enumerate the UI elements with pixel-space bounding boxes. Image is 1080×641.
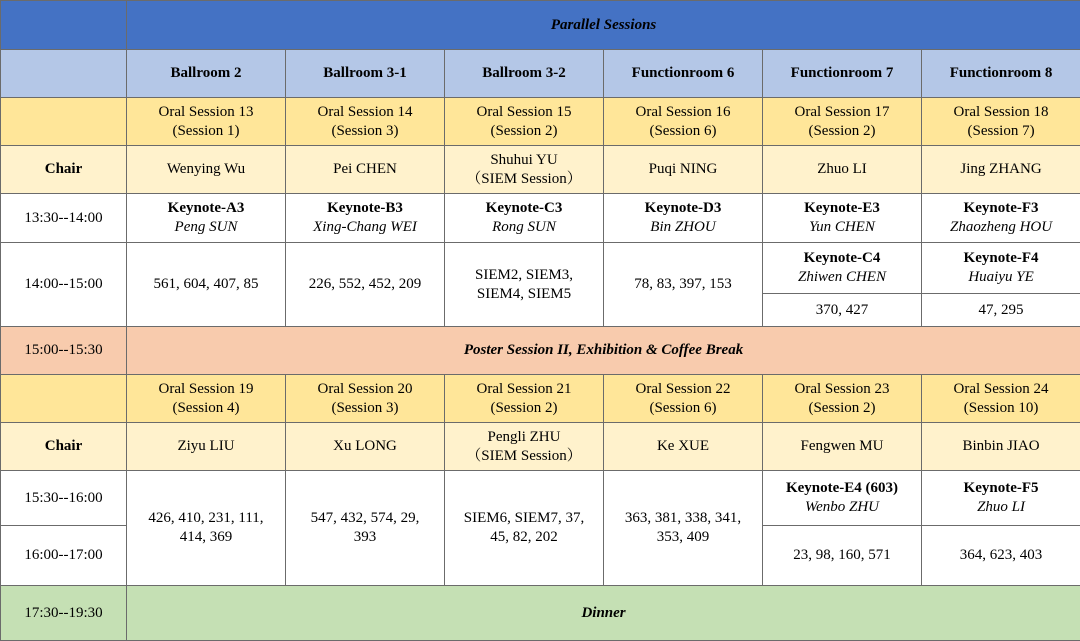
papers-cell: SIEM6, SIEM7, 37, 45, 82, 202 — [445, 471, 604, 586]
session-corner — [1, 375, 127, 423]
session-cell: Oral Session 20 (Session 3) — [286, 375, 445, 423]
papers-cell: 547, 432, 574, 29, 393 — [286, 471, 445, 586]
papers-cell: SIEM2, SIEM3, SIEM4, SIEM5 — [445, 243, 604, 327]
keynote-cell: Keynote-C3 Rong SUN — [445, 194, 604, 243]
chair-cell: Shuhui YU （SIEM Session） — [445, 146, 604, 194]
papers-cell: 78, 83, 397, 153 — [604, 243, 763, 327]
session-cell: Oral Session 16 (Session 6) — [604, 98, 763, 146]
chair-cell: Binbin JIAO — [922, 423, 1080, 471]
room-header: Ballroom 3-1 — [286, 50, 445, 98]
time-cell: 16:00--17:00 — [1, 526, 127, 586]
papers-cell: 23, 98, 160, 571 — [763, 526, 922, 586]
papers-cell: 364, 623, 403 — [922, 526, 1080, 586]
session-cell: Oral Session 15 (Session 2) — [445, 98, 604, 146]
rooms-corner — [1, 50, 127, 98]
keynote-cell: Keynote-F5 Zhuo LI — [922, 471, 1080, 526]
chair-cell: Pengli ZHU （SIEM Session） — [445, 423, 604, 471]
papers-cell: 47, 295 — [922, 294, 1080, 327]
session-cell: Oral Session 21 (Session 2) — [445, 375, 604, 423]
papers-cell: 561, 604, 407, 85 — [127, 243, 286, 327]
keynote-cell: Keynote-E4 (603) Wenbo ZHU — [763, 471, 922, 526]
room-header: Ballroom 3-2 — [445, 50, 604, 98]
session-cell: Oral Session 13 (Session 1) — [127, 98, 286, 146]
session-cell: Oral Session 14 (Session 3) — [286, 98, 445, 146]
session-cell: Oral Session 19 (Session 4) — [127, 375, 286, 423]
keynote-cell: Keynote-C4 Zhiwen CHEN — [763, 243, 922, 294]
parallel-sessions-title: Parallel Sessions — [127, 1, 1080, 50]
chair-cell: Wenying Wu — [127, 146, 286, 194]
papers-cell: 370, 427 — [763, 294, 922, 327]
keynote-cell: Keynote-B3 Xing-Chang WEI — [286, 194, 445, 243]
session-cell: Oral Session 22 (Session 6) — [604, 375, 763, 423]
session-cell: Oral Session 23 (Session 2) — [763, 375, 922, 423]
chair-cell: Ke XUE — [604, 423, 763, 471]
time-cell: 14:00--15:00 — [1, 243, 127, 327]
chair-cell: Pei CHEN — [286, 146, 445, 194]
keynote-cell: Keynote-A3 Peng SUN — [127, 194, 286, 243]
break-label: Poster Session II, Exhibition & Coffee Break — [127, 327, 1080, 375]
chair-label: Chair — [1, 423, 127, 471]
chair-cell: Zhuo LI — [763, 146, 922, 194]
papers-cell: 226, 552, 452, 209 — [286, 243, 445, 327]
keynote-cell: Keynote-F3 Zhaozheng HOU — [922, 194, 1080, 243]
time-cell: 15:30--16:00 — [1, 471, 127, 526]
session-cell: Oral Session 18 (Session 7) — [922, 98, 1080, 146]
room-header: Functionroom 6 — [604, 50, 763, 98]
session-cell: Oral Session 24 (Session 10) — [922, 375, 1080, 423]
room-header: Ballroom 2 — [127, 50, 286, 98]
papers-cell: 363, 381, 338, 341, 353, 409 — [604, 471, 763, 586]
chair-cell: Jing ZHANG — [922, 146, 1080, 194]
keynote-cell: Keynote-E3 Yun CHEN — [763, 194, 922, 243]
header-corner — [1, 1, 127, 50]
time-cell: 15:00--15:30 — [1, 327, 127, 375]
keynote-cell: Keynote-F4 Huaiyu YE — [922, 243, 1080, 294]
papers-cell: 426, 410, 231, 111, 414, 369 — [127, 471, 286, 586]
chair-cell: Xu LONG — [286, 423, 445, 471]
time-cell: 13:30--14:00 — [1, 194, 127, 243]
session-cell: Oral Session 17 (Session 2) — [763, 98, 922, 146]
chair-cell: Fengwen MU — [763, 423, 922, 471]
session-corner — [1, 98, 127, 146]
chair-cell: Puqi NING — [604, 146, 763, 194]
chair-label: Chair — [1, 146, 127, 194]
room-header: Functionroom 7 — [763, 50, 922, 98]
dinner-label: Dinner — [127, 586, 1080, 641]
keynote-cell: Keynote-D3 Bin ZHOU — [604, 194, 763, 243]
room-header: Functionroom 8 — [922, 50, 1080, 98]
chair-cell: Ziyu LIU — [127, 423, 286, 471]
time-cell: 17:30--19:30 — [1, 586, 127, 641]
